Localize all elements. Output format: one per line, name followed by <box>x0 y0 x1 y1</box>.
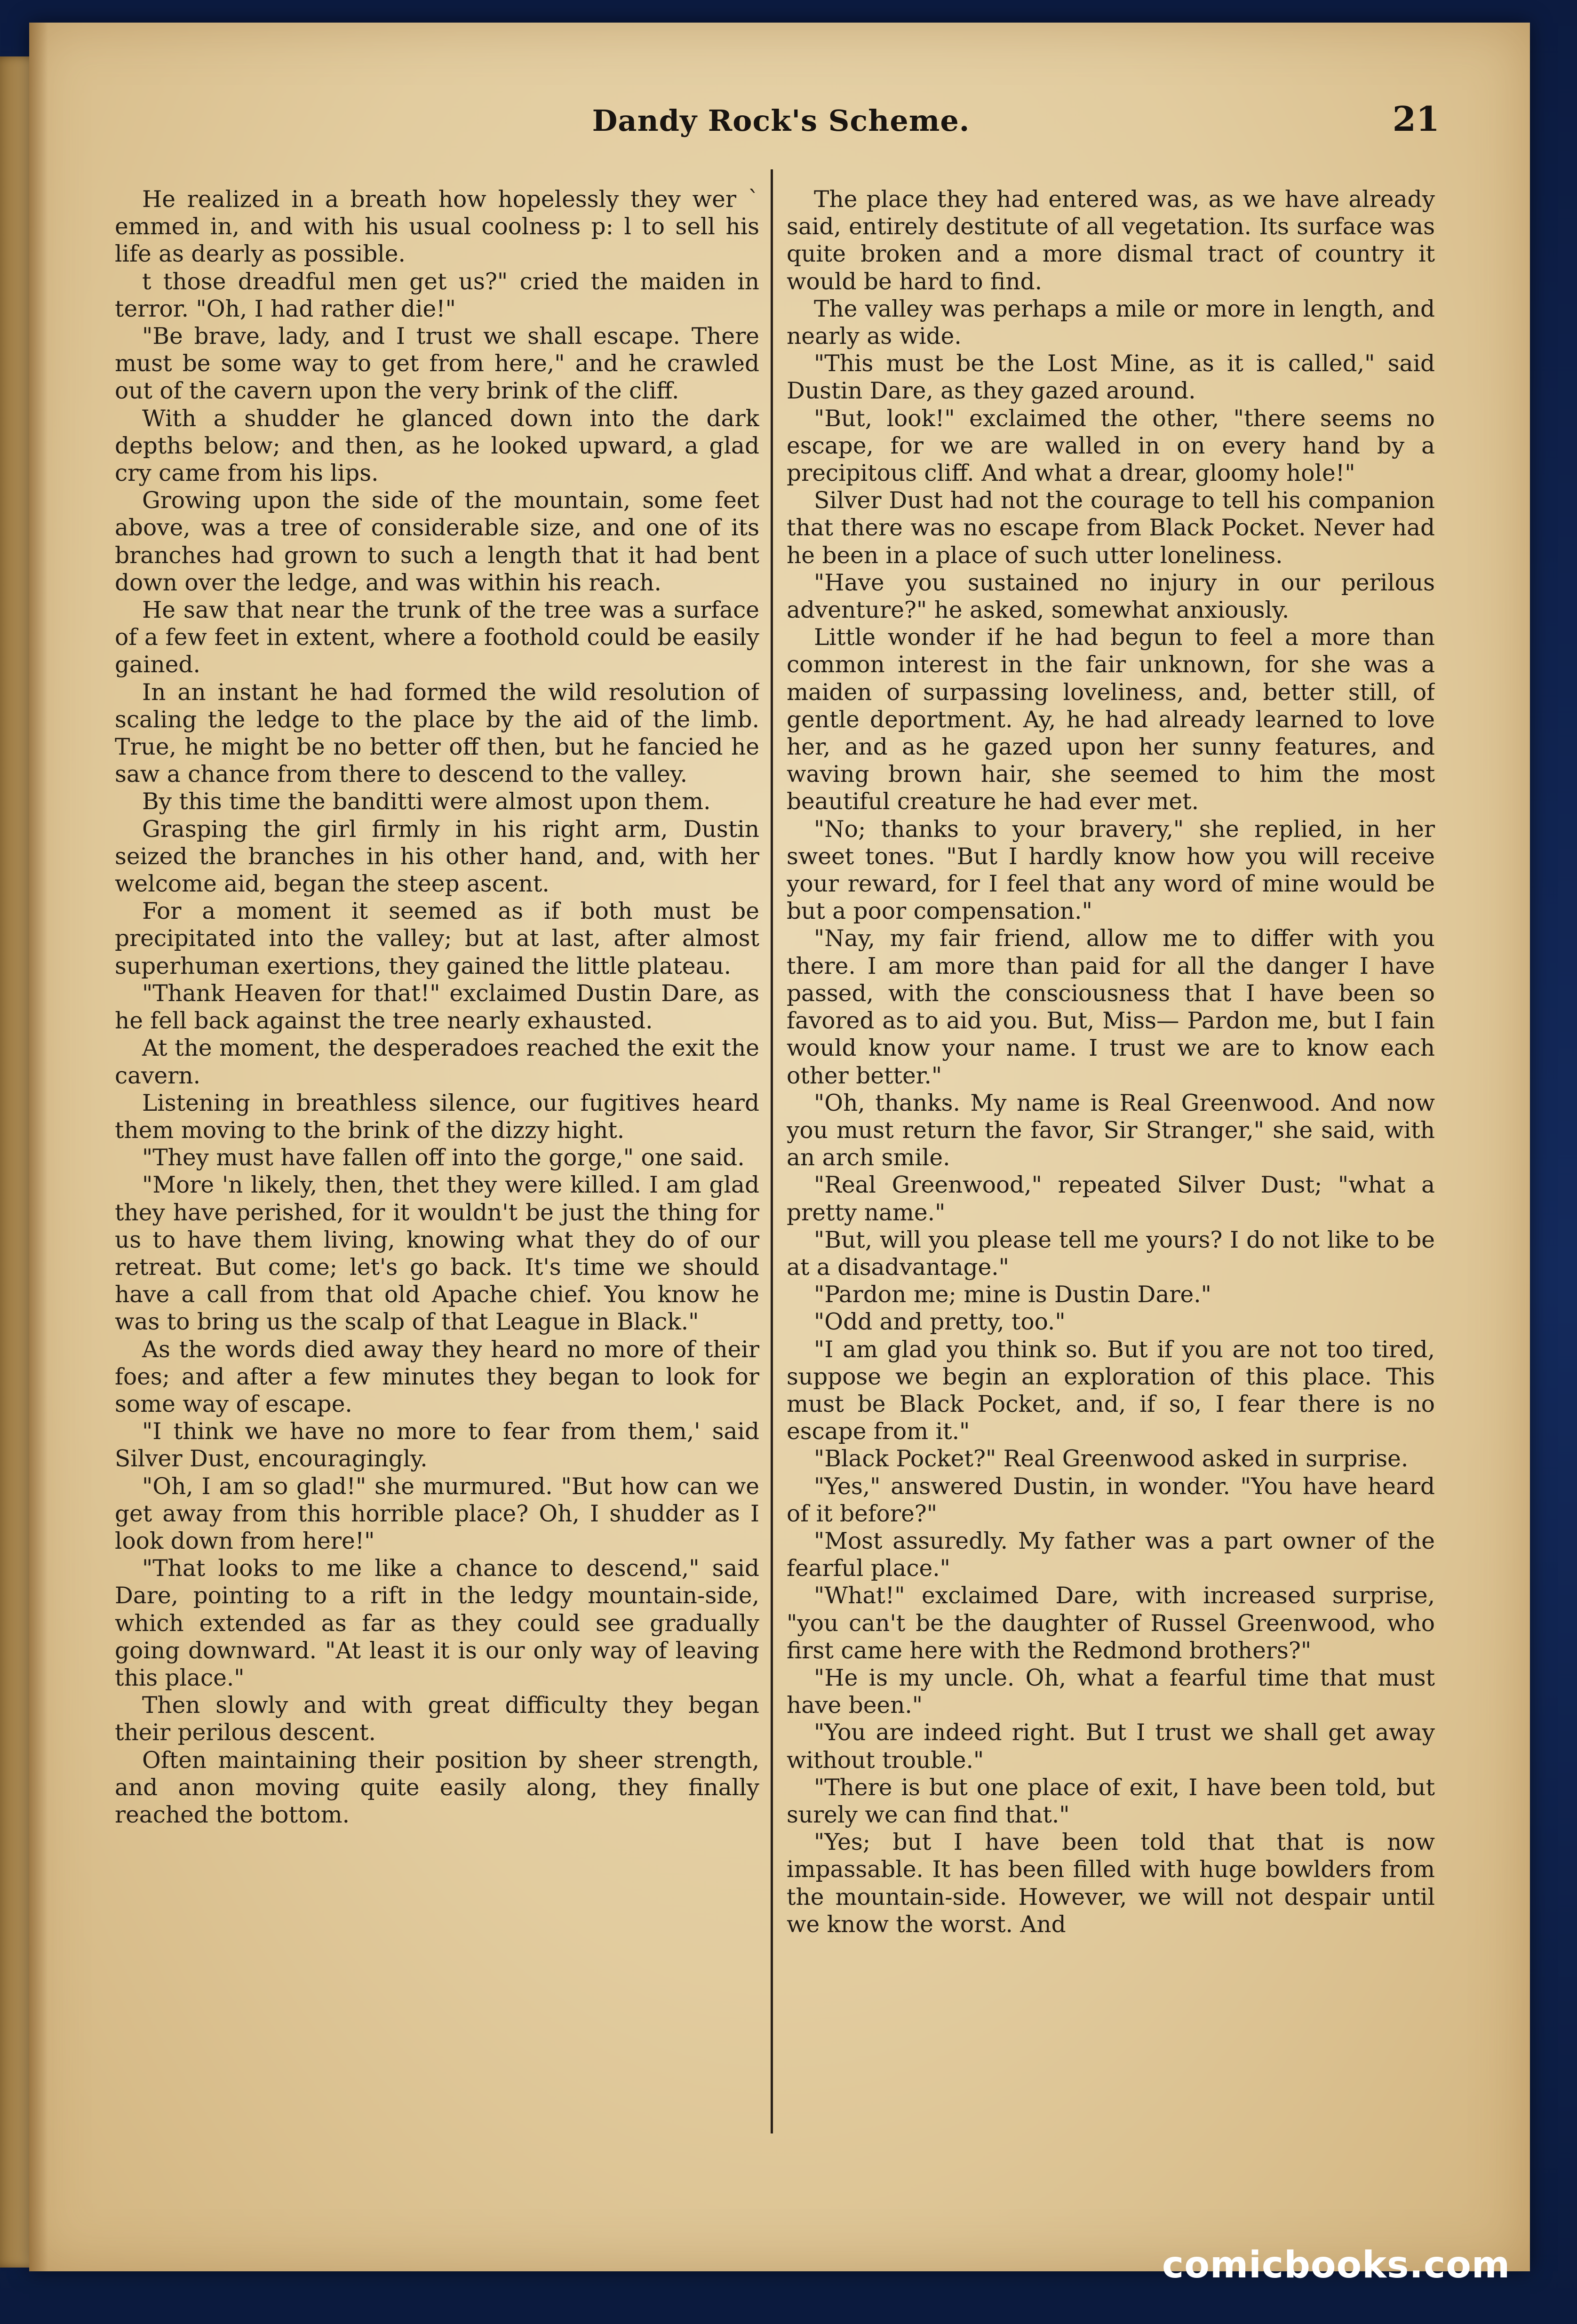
paragraph: With a shudder he glanced down into the dark depths below; and then, as he looked upward, a glad cry came from his lips. <box>115 405 759 487</box>
paragraph: "Nay, my fair friend, allow me to differ with you there. I am more than paid for all the danger I have passed, with the consciousness that I have been so favored as to aid you. But, Miss— Pardon me, but I fain would know your name. I trust we are to know each other better." <box>787 925 1435 1089</box>
paragraph: Grasping the girl firmly in his right arm, Dustin seized the branches in his other hand, and, with her welcome aid, began the steep ascent. <box>115 816 759 898</box>
left-column <box>115 186 759 2138</box>
paragraph: "Pardon me; mine is Dustin Dare." <box>814 1281 1211 1308</box>
page-number: 21 <box>1392 99 1440 139</box>
paragraph: Little wonder if he had begun to feel a more than common interest in the fair unknown, for she was a maiden of surpassing loveliness, and, better still, of gentle deportment. Ay, he had already learned to love her, and as he gazed upon her sunny features, and waving brown hair, she seemed to him the most beautiful creature he had ever met. <box>787 624 1435 815</box>
paragraph: "Real Greenwood," repeated Silver Dust; "what a pretty name." <box>787 1172 1435 1226</box>
paragraph: "But, will you please tell me yours? I do not like to be at a disadvantage." <box>787 1226 1435 1281</box>
watermark: comicbooks.com <box>1162 2244 1511 2286</box>
paragraph: "But, look!" exclaimed the other, "there seems no escape, for we are walled in on every hand by a precipitous cliff. And what a drear, gloomy hole!" <box>787 405 1435 487</box>
paragraph: "You are indeed right. But I trust we shall get away without trouble." <box>787 1719 1435 1774</box>
paragraph: "Oh, I am so glad!" she murmured. "But how can we get away from this horrible place? Oh, I shudder as I look down from here!" <box>115 1473 759 1554</box>
paragraph: Often maintaining their position by sheer strength, and anon moving quite easily along, they finally reached the bottom. <box>115 1747 759 1828</box>
paragraph: The place they had entered was, as we have already said, entirely destitute of all vegetation. Its surface was quite broken and a more dismal tract of country it would be hard to find. <box>787 186 1435 295</box>
paragraph: "He is my uncle. Oh, what a fearful time that must have been." <box>787 1664 1435 1719</box>
column-divider <box>771 169 773 2133</box>
paragraph: "I think we have no more to fear from them,' said Silver Dust, encouragingly. <box>115 1418 759 1472</box>
paragraph: "That looks to me like a chance to descend," said Dare, pointing to a rift in the ledgy mountain-side, which extended as far as they could see gradually going downward. "At least it is our only way of leaving this place." <box>115 1555 759 1691</box>
running-title: Dandy Rock's Scheme. <box>592 103 970 138</box>
page-gutter-shadow <box>29 23 48 2271</box>
paragraph: "Yes," answered Dustin, in wonder. "You have heard of it before?" <box>787 1473 1435 1527</box>
paragraph: "What!" exclaimed Dare, with increased surprise, "you can't be the daughter of Russel Greenwood, who first came here with the Redmond brothers?" <box>787 1583 1435 1664</box>
paragraph: "Yes; but I have been told that that is now impassable. It has been filled with huge bowlders from the mountain-side. However, we will not despair until we know the worst. And <box>787 1829 1435 1938</box>
paragraph: Silver Dust had not the courage to tell his companion that there was no escape from Black Pocket. Never had he been in a place of such utter loneliness. <box>787 487 1435 569</box>
paragraph: He saw that near the trunk of the tree was a surface of a few feet in extent, where a foothold could be easily gained. <box>115 597 759 678</box>
paragraph: "I am glad you think so. But if you are not too tired, suppose we begin an exploration of this place. This must be Black Pocket, and, if so, I fear there is no escape from it." <box>787 1336 1435 1445</box>
paragraph: "Black Pocket?" Real Greenwood asked in surprise. <box>814 1446 1409 1472</box>
paragraph: As the words died away they heard no more of their foes; and after a few minutes they began to look for some way of escape. <box>115 1336 759 1417</box>
paragraph: t those dreadful men get us?" cried the maiden in terror. "Oh, I had rather die!" <box>115 268 759 322</box>
paragraph: "Most assuredly. My father was a part owner of the fearful place." <box>787 1528 1435 1582</box>
paragraph: For a moment it seemed as if both must be precipitated into the valley; but at last, after almost superhuman exertions, they gained the little plateau. <box>115 898 759 979</box>
paragraph: Growing upon the side of the mountain, some feet above, was a tree of considerable size, and one of its branches had grown to such a length that it had bent down over the ledge, and was within his reach. <box>115 487 759 596</box>
page-header <box>122 94 1440 146</box>
paragraph: Then slowly and with great difficulty they began their perilous descent. <box>115 1692 759 1746</box>
paragraph: "Thank Heaven for that!" exclaimed Dustin Dare, as he fell back against the tree nearly exhausted. <box>115 980 759 1035</box>
paragraph: He realized in a breath how hopelessly they wer ` emmed in, and with his usual coolness p: l to sell his life as dearly as possible. <box>115 186 759 268</box>
paragraph: "Odd and pretty, too." <box>814 1309 1066 1336</box>
paragraph: In an instant he had formed the wild resolution of scaling the ledge to the place by the aid of the limb. True, he might be no better off then, but he fancied he saw a chance from there to descend to the valley. <box>115 679 759 788</box>
paragraph: "Oh, thanks. My name is Real Greenwood. And now you must return the favor, Sir Stranger," she said, with an arch smile. <box>787 1090 1435 1171</box>
paragraph: "No; thanks to your bravery," she replied, in her sweet tones. "But I hardly know how you will receive your reward, for I feel that any word of mine would be but a poor compensation." <box>787 816 1435 925</box>
paragraph: "They must have fallen off into the gorge," one said. <box>142 1145 745 1171</box>
paragraph: "Be brave, lady, and I trust we shall escape. There must be some way to get from here," and he crawled out of the cavern upon the very brink of the cliff. <box>115 323 759 405</box>
paragraph: "Have you sustained no injury in our perilous adventure?" he asked, somewhat anxiously. <box>787 569 1435 624</box>
paragraph: The valley was perhaps a mile or more in length, and nearly as wide. <box>787 295 1435 350</box>
paragraph: "More 'n likely, then, thet they were killed. I am glad they have perished, for it wouldn't be just the thing for us to have them living, knowing what they do of our retreat. But come; let's go back. It's time we should have a call from that old Apache chief. You know he was to bring us the scalp of that League in Black." <box>115 1172 759 1336</box>
paragraph: By this time the banditti were almost upon them. <box>142 788 711 815</box>
paragraph: At the moment, the desperadoes reached the exit the cavern. <box>115 1035 759 1089</box>
paragraph: Listening in breathless silence, our fugitives heard them moving to the brink of the dizzy hight. <box>115 1090 759 1144</box>
paragraph: "There is but one place of exit, I have been told, but surely we can find that." <box>787 1774 1435 1828</box>
right-column <box>787 186 1435 2138</box>
paragraph: "This must be the Lost Mine, as it is called," said Dustin Dare, as they gazed around. <box>787 350 1435 405</box>
